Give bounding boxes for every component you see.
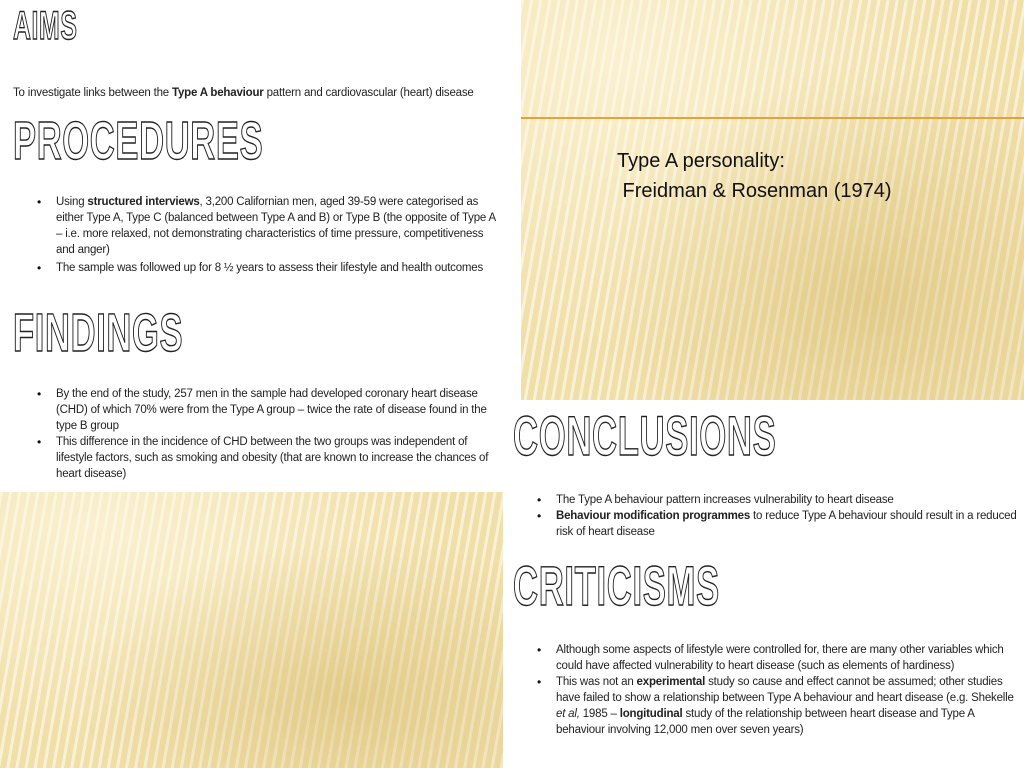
list-item	[534, 492, 1018, 508]
criticisms-list	[534, 642, 1018, 738]
list-item-text: Using	[56, 196, 88, 208]
procedures-heading: PROCEDURES	[13, 111, 264, 171]
list-item-bold: longitudinal	[619, 708, 683, 720]
slide-background-gold-lower	[0, 492, 503, 768]
aims-text-part: To investigate links between the	[13, 87, 172, 99]
list-item-text: This difference in the incidence of CHD between the two groups was independent of lifestyle factors, such as smoking and obesity (that are known to increase the chances of heart disease)	[56, 436, 489, 480]
list-item-text: to reduce Type A behaviour should result in a reduced risk of heart disease	[556, 510, 1017, 538]
list-item	[534, 674, 1018, 738]
list-item-text: study so cause and effect cannot be assumed; other studies have failed to show a relationship between Type A behaviour and heart disease (e.g. Shekelle	[556, 676, 1014, 704]
criticisms-heading: CRITICISMS	[513, 554, 720, 617]
procedures-list	[34, 194, 500, 276]
conclusions-list	[534, 492, 1018, 540]
left-text-card	[0, 0, 521, 492]
list-item	[534, 642, 1018, 674]
list-item-text: , 3,200 Californian men, aged 39-59 were categorised as either Type A, Type C (balanced between Type A and B) or Type B (the opposite of Type A – i.e. more relaxed, not demonstrating characteristics of time pressure, competitiveness and anger)	[56, 196, 496, 256]
list-item-bold: structured interviews	[87, 196, 200, 208]
list-item-bold: Behaviour modification programmes	[556, 510, 751, 522]
list-item-text: The sample was followed up for 8 ½ years to assess their lifestyle and health outcomes	[56, 262, 484, 274]
list-item-text: The Type A behaviour pattern increases vulnerability to heart disease	[556, 494, 894, 506]
title-divider	[521, 117, 1024, 119]
list-item-text: By the end of the study, 257 men in the sample had developed coronary heart disease (CHD) of which 70% were from the Type A group – twice the rate of disease found in the type B group	[56, 388, 487, 432]
aims-text-part: pattern and cardiovascular (heart) disease	[263, 87, 474, 99]
slide-title-line-1: Type A personality:	[617, 150, 785, 172]
findings-list	[34, 386, 500, 482]
list-item	[34, 260, 500, 276]
list-item-text: 1985 –	[579, 708, 620, 720]
right-text-card	[503, 400, 1024, 768]
aims-text	[13, 85, 513, 101]
list-item-bold: experimental	[636, 676, 706, 688]
list-item-text: This was not an	[556, 676, 637, 688]
list-item	[34, 434, 500, 482]
conclusions-heading: CONCLUSIONS	[513, 404, 777, 467]
aims-text-bold: Type A behaviour	[171, 87, 264, 99]
list-item-text: Although some aspects of lifestyle were controlled for, there are many other variables which could have affected vulnerability to heart disease (such as elements of hardiness)	[556, 644, 1004, 672]
list-item-italic: et al,	[556, 708, 580, 720]
aims-heading: AIMS	[13, 4, 78, 48]
list-item-text: study of the relationship between heart disease and Type A behaviour involving 12,000 men over seven years)	[556, 708, 975, 736]
list-item	[534, 508, 1018, 540]
findings-heading: FINDINGS	[13, 303, 184, 363]
list-item	[34, 386, 500, 434]
slide-title	[617, 146, 892, 206]
slide-title-line-2: Freidman & Rosenman (1974)	[617, 180, 892, 202]
list-item	[34, 194, 500, 258]
